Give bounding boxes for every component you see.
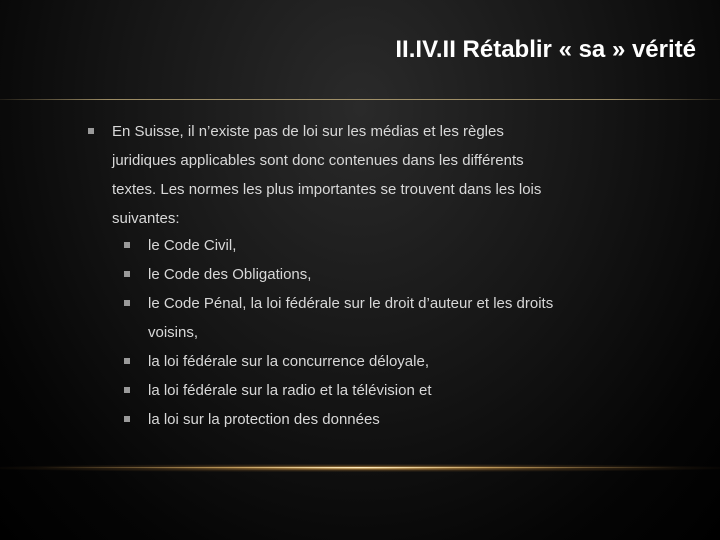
bottom-divider-line [40, 467, 680, 468]
list-item [124, 231, 564, 260]
square-bullet-icon [124, 242, 130, 248]
list-item-text: la loi sur la protection des données [148, 411, 380, 428]
list-item-text: le Code Civil, [148, 237, 237, 254]
list-item [124, 405, 564, 434]
list-item-text: le Code des Obligations, [148, 266, 312, 283]
list-item [124, 376, 564, 405]
square-bullet-icon [124, 271, 130, 277]
list-item-text: la loi fédérale sur la concurrence déloyale, [148, 353, 429, 370]
list-item-text: la loi fédérale sur la radio et la télévision et [148, 382, 432, 399]
square-bullet-icon [124, 300, 130, 306]
bottom-glow-divider [0, 464, 720, 472]
list-item [124, 260, 564, 289]
intro-paragraph [88, 117, 568, 233]
square-bullet-icon [88, 128, 94, 134]
square-bullet-icon [124, 358, 130, 364]
list-item [124, 347, 564, 376]
square-bullet-icon [124, 416, 130, 422]
intro-text: En Suisse, il n’existe pas de loi sur les médias et les règles juridiques applicables sont donc contenues dans les différents textes. Les normes les plus importantes se trouvent dans les lois suivantes: [112, 123, 542, 227]
square-bullet-icon [124, 387, 130, 393]
slide-title: II.IV.II Rétablir « sa » vérité [395, 36, 696, 63]
list-item [124, 289, 564, 347]
list-item-text: le Code Pénal, la loi fédérale sur le droit d’auteur et les droits voisins, [148, 295, 554, 341]
